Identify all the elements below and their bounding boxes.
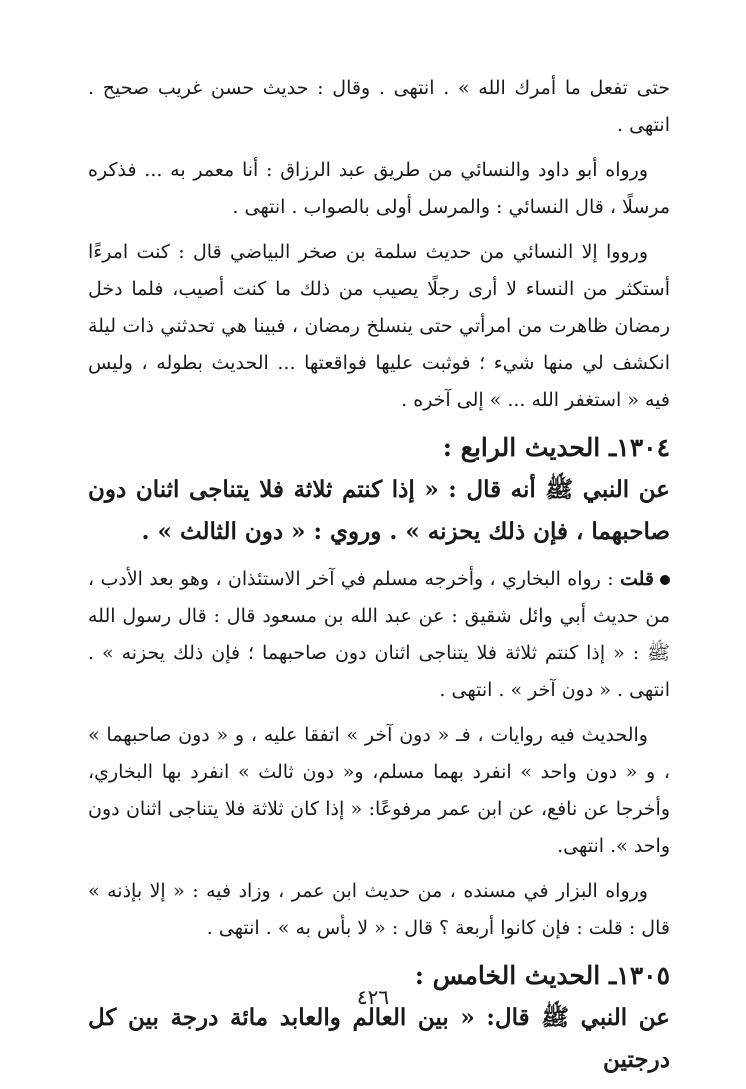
hadith-1304-heading: ١٣٠٤ـ الحديث الرابع :: [442, 433, 670, 462]
hadith-1305-heading: ١٣٠٥ـ الحديث الخامس :: [414, 961, 670, 990]
paragraph: ورواه أبو داود والنسائي من طريق عبد الرزاق : أنا معمر به ... فذكره مرسلًا ، قال النسائي : والمرسل أولى بالصواب . انتهى .: [88, 159, 670, 218]
paragraph: ورواه البزار في مسنده ، من حديث ابن عمر ، وزاد فيه : « إلا بإذنه » قال : قلت : فإن كانوا أربعة ؟ قال : « لا بأس به » . انتهى .: [88, 880, 670, 939]
commentary-paragraph: [88, 561, 670, 709]
page-number: ٤٢٦: [356, 985, 390, 1009]
paragraph: والحديث فيه روايات ، فـ « دون آخر » اتفقا عليه ، و « دون صاحبهما » ، و « دون واحد » انفرد بهما مسلم، و« دون ثالث » انفرد بها البخاري، وأخرجا عن نافع، عن ابن عمر مرفوعًا: « إذا كان ثلاثة فلا يتناجى اثنان دون واحد ». انتهى.: [88, 724, 670, 857]
paragraph: ورووا إلا النسائي من حديث سلمة بن صخر البياضي قال : كنت امرءًا أستكثر من النساء لا أرى رجلًا يصيب من ذلك ما كنت أصيب، فلما دخل رمضان ظاهرت من امرأتي حتى ينسلخ رمضان ، فبينا هي تحدثني ذات ليلة انكشف لي منها شيء ؛ فوثبت عليها فواقعتها ... الحديث بطوله ، وليس فيه « استغفر الله ... » إلى آخره .: [88, 241, 670, 411]
bullet-icon: [660, 575, 670, 585]
commentary-text: : رواه البخاري ، وأخرجه مسلم في آخر الاستئذان ، وهو بعد الأدب ، من حديث أبي وائل شقيق : عن عبد الله بن مسعود قال : قال رسول الله ﷺ : « إذا كنتم ثلاثة فلا يتناجى اثنان دون صاحبهما ؛ فإن ذلك يحزنه » . انتهى . « دون آخر » . انتهى .: [88, 568, 670, 701]
hadith-1304-text: عن النبي ﷺ أنه قال : « إذا كنتم ثلاثة فلا يتناجى اثنان دون صاحبهما ، فإن ذلك يحزنه » . وروي : « دون الثالث » .: [88, 476, 670, 545]
qult-label: قلت: [619, 568, 654, 590]
hadith-1305-text: عن النبي ﷺ قال: « بين العالم والعابد مائة درجة بين كل درجتين: [88, 1004, 670, 1073]
page-body: [88, 70, 670, 1089]
paragraph: حتى تفعل ما أمرك الله » . انتهى . وقال : حديث حسن غريب صحيح . انتهى .: [88, 77, 670, 136]
